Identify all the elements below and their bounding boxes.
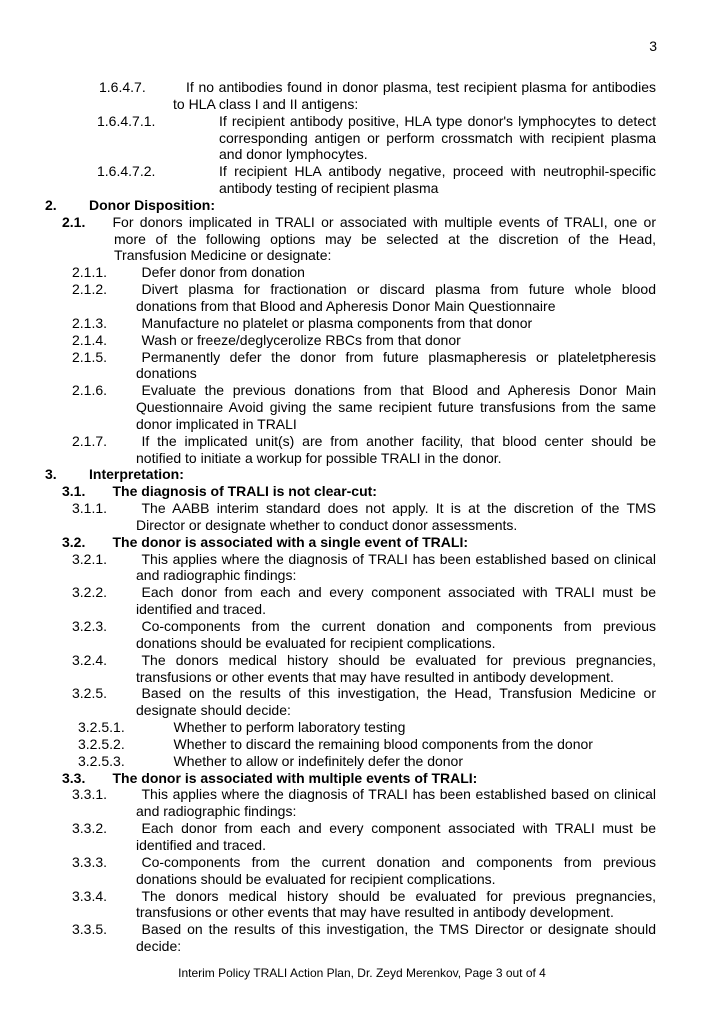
item-number: 3.2.5.3. [78,752,125,769]
item-number: 2.1.5. [72,348,108,365]
item-number: 3. [45,466,57,483]
page-number: 3 [649,38,657,54]
item-text: If recipient antibody positive, HLA type donor's lymphocytes to detect corresponding antigen or perform crossmatch with recipient plasma and donor lymphocytes. [219,112,656,163]
item-text: Whether to allow or indefinitely defer the donor [173,752,463,769]
item-number: 1.6.4.7. [99,79,146,95]
item-text: Whether to perform laboratory testing [173,719,406,736]
item-text: Each donor from each and every component associated with TRALI must be identified and traced. [136,820,656,853]
item-text: If no antibodies found in donor plasma, test recipient plasma for antibodies to HLA class I and II antigens: [173,79,656,112]
item-number: 2.1.3. [72,314,108,331]
item-text: The donors medical history should be evaluated for previous pregnancies, transfusions or other events that may have resulted in antibody development. [136,651,656,685]
item-text: Whether to discard the remaining blood components from the donor [173,735,593,752]
list-item-2-1-5 [67,349,656,383]
item-text: Based on the results of this investigation, the Head, Transfusion Medicine or designate should decide: [136,685,656,719]
item-number: 1.6.4.7.1. [97,112,156,129]
item-text: The donor is associated with multiple events of TRALI: [112,769,478,786]
item-number: 3.3.3. [72,853,108,870]
item-text: Evaluate the previous donations from that Blood and Apheresis Donor Main Questionnaire Avoid giving the same recipient future transfusions from the same donor implicated in TRALI [136,382,656,432]
list-item-3-2-4 [67,652,656,686]
list-item-3-1-1 [67,500,656,534]
list-item-3-2-5-1 [67,719,656,736]
item-text: Co-components from the current donation and components from previous donations should be evaluated for recipient complications. [136,618,656,651]
item-text: The donor is associated with a single event of TRALI: [112,533,468,550]
list-item-2-1-1 [67,264,656,281]
list-item-3-2 [62,533,656,551]
item-number: 2.1. [62,213,86,230]
document-body [45,79,656,955]
item-number: 2.1.7. [72,432,108,449]
list-item-3-2-2 [67,584,656,618]
page-footer: Interim Policy TRALI Action Plan, Dr. Zeyd Merenkov, Page 3 out of 4 [178,966,546,980]
item-text: For donors implicated in TRALI or associated with multiple events of TRALI, one or more of the following options may be selected at the discretion of the Head, Transfusion Medicine or designate: [112,213,656,264]
item-number: 2.1.2. [72,281,108,298]
item-text: Defer donor from donation [141,264,305,281]
item-text: This applies where the diagnosis of TRALI has been established based on clinical and radiographic findings: [136,550,656,584]
item-number: 2. [45,196,57,213]
list-item-3-3-2 [67,820,656,854]
item-number: 2.1.4. [72,331,108,348]
item-text: Manufacture no platelet or plasma components from that donor [141,314,533,331]
item-text: Co-components from the current donation and components from previous donations should be evaluated for recipient complications. [136,853,656,887]
list-item-3-3-1 [67,786,656,820]
list-item-1-6-4-7-2 [67,163,656,197]
list-item-1-6-4-7-1 [67,113,656,164]
item-text: Based on the results of this investigation, the TMS Director or designate should decide: [136,921,656,955]
list-item-2-1-6 [67,382,656,433]
item-number: 3.1.1. [72,500,108,517]
item-text: The AABB interim standard does not apply. It is at the discretion of the TMS Director or designate whether to conduct donor assessments. [136,500,656,533]
list-item-3-2-5-2 [67,736,656,753]
item-text: This applies where the diagnosis of TRALI has been established based on clinical and radiographic findings: [136,786,656,820]
item-number: 3.2.2. [72,584,108,601]
item-number: 3.2.4. [72,651,108,668]
item-text: Divert plasma for fractionation or discard plasma from future whole blood donations from that Blood and Apheresis Donor Main Questionnaire [136,281,656,314]
item-number: 3.2.5.1. [78,719,125,736]
list-item-3-1 [62,483,656,500]
item-number: 3.3.1. [72,786,108,803]
list-item-2-1 [62,213,656,265]
list-item-2-1-4 [67,332,656,349]
item-number: 3.3.5. [72,921,108,938]
item-number: 3.2.3. [72,618,108,634]
item-number: 3.3.4. [72,887,108,904]
item-text: Interpretation: [89,466,184,483]
list-item-2-1-3 [67,315,656,332]
item-number: 2.1.6. [72,382,108,399]
list-item-3-3-4 [67,888,656,922]
item-text: Donor Disposition: [89,196,215,213]
item-number: 3.2.5. [72,685,108,702]
item-text: The diagnosis of TRALI is not clear-cut: [112,483,377,500]
list-item-3 [45,466,656,483]
item-text: Each donor from each and every component associated with TRALI must be identified and traced. [136,584,656,618]
list-item-3-2-3 [67,618,656,652]
item-number: 3.3. [62,769,86,786]
list-item-3-2-5 [67,685,656,719]
list-item-1-6-4-7 [67,79,656,113]
list-item-3-2-1 [67,551,656,585]
item-text: Wash or freeze/deglycerolize RBCs from that donor [141,331,461,348]
item-number: 3.3.2. [72,820,108,837]
item-text: If the implicated unit(s) are from another facility, that blood center should be notified to initiate a workup for possible TRALI in the donor. [136,432,656,466]
item-number: 1.6.4.7.2. [97,163,156,180]
item-number: 3.2.5.2. [78,735,125,752]
item-number: 2.1.1. [72,264,108,281]
item-text: If recipient HLA antibody negative, proceed with neutrophil-specific antibody testing of recipient plasma [219,163,656,197]
list-item-3-3 [62,769,656,787]
list-item-2 [45,196,656,214]
item-number: 3.1. [62,483,86,500]
list-item-3-3-5 [67,921,656,955]
list-item-2-1-2 [67,281,656,315]
item-number: 3.2. [62,533,86,550]
item-text: The donors medical history should be evaluated for previous pregnancies, transfusions or other events that may have resulted in antibody development. [136,887,656,921]
list-item-3-2-5-3 [67,753,656,770]
list-item-3-3-3 [67,854,656,888]
item-text: Permanently defer the donor from future plasmapheresis or plateletpheresis donations [136,348,656,382]
item-number: 3.2.1. [72,550,108,567]
list-item-2-1-7 [67,433,656,467]
